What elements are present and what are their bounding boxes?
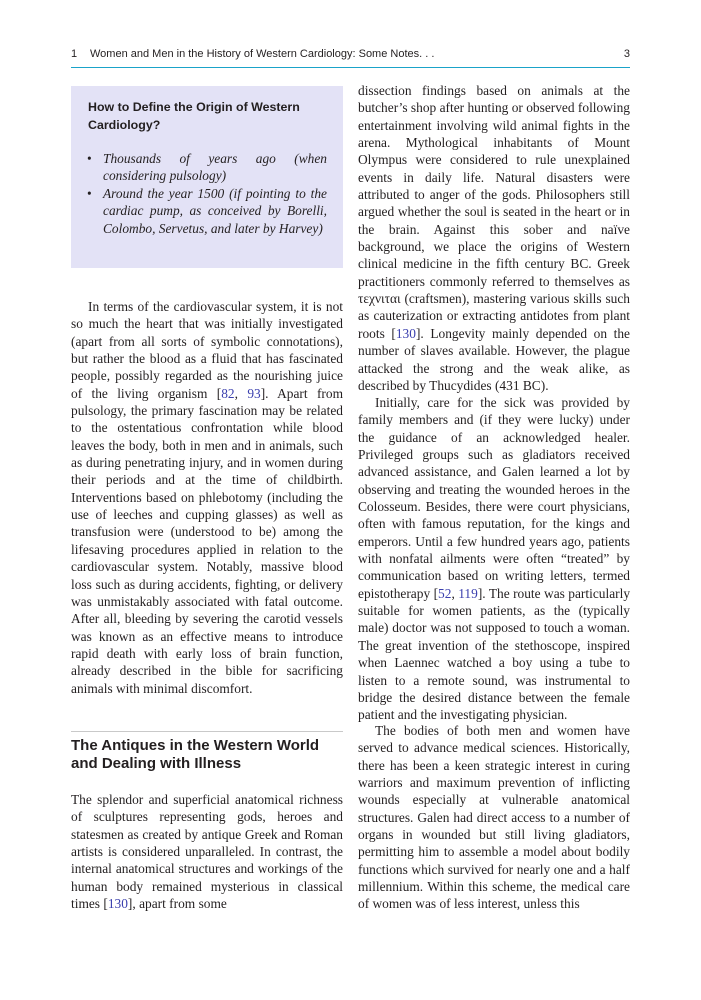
right-paragraph-3: The bodies of both men and women have served to advance medical sciences. Historically, there has been a keen strategic interest in curing warriors and maximum prevention of inflicting wounds especially at vulnerable anatomical structures. Galen had direct access to a number of organs in wounded but still living gladiators, permitting him to assemble a model about bodily functions which survived for nearly one and a half millennium. Within this scheme, the medical care of women was of less interest, unless this [358,723,630,912]
citation-link[interactable]: 130 [395,325,416,341]
text-run: dissection findings based on animals at the butcher’s shop after hunting or observed following entertainment involving wild animal fights in the arena. Mythological inhabitants of Mount Olympus were considered to rule unexplained events in daily life. Natural disasters were attributed to anger of the gods. Philosophers still argued whether the soul is seated in the heart or in the brain. Against this sober and naïve background, we place the origins of Western clinical medicine in the fifth century BC. Greek practitioners commonly referred to themselves as τεχνιται (craftsmen), mastering various skills such as cauterization or extracting antidotes from plant roots [ [358,83,630,341]
text-run: In terms of the cardiovascular system, it is not so much the heart that was initially investigated (apart from all sorts of symbolic connotations), but rather the blood as a fluid that has fascinated people, possibly regarded as the nourishing juice of the living organism [ [71,299,343,401]
callout-box [71,86,343,268]
text-run: , [451,585,459,601]
running-title: Women and Men in the History of Western Cardiology: Some Notes. . . [90,48,435,60]
left-paragraph-2 [71,791,343,912]
page-number: 3 [623,48,630,60]
bullet: • [87,185,92,201]
citation-link[interactable]: 119 [458,585,478,601]
text-run: ]. The route was particularly suitable for women patients, as the (typically male) doctor was not supposed to touch a woman. The great invention of the stethoscope, inspired when Laennec watched a boy using a tube to listen to a remote sound, was instrumental to bridge the desired distance between the female patient and the investigating physician. [358,585,631,723]
text-run: , [234,385,248,401]
list-item [87,185,327,237]
text-run: ]. Apart from pulsology, the primary fascination may be related to the ostentatious confrontation while blood leaves the body, both in men and in animals, such as during penetrating injury, and in women during their periods and at the time of childbirth. Interventions based on phlebotomy (including the use of leeches and cupping glasses) as well as transfusion were (understood to be) among the lifesaving procedures applied in relation to the cardiovascular system. Notably, massive blood loss such as during accidents, fighting, or delivery was unmistakably associated with fatal outcome. After all, bleeding by severing the carotid vessels was known as an effective means to introduce rapid death with early loss of brain function, already described in the bible for sacrificing animals with minimal discomfort. [71,385,343,696]
list-item-text: Around the year 1500 (if pointing to the cardiac pump, as conceived by Borelli, Colombo, Servetus, and later by Harvey) [103,185,327,236]
text-run: ], apart from some [127,896,227,912]
right-paragraph-1 [358,82,630,394]
right-paragraph-2 [358,394,630,724]
section-heading: The Antiques in the Western World and Dealing with Illness [71,737,320,772]
list-item-text: Thousands of years ago (when considering pulsology) [103,151,327,184]
left-paragraph-1 [71,298,343,697]
callout-list [87,150,327,237]
list-item [87,150,327,185]
citation-link[interactable]: 82 [221,385,235,401]
text-run: ]. Longevity mainly depended on the number of slaves available. However, the plague attacked the strong and the weak alike, as described by Thucydides (431 BC). [358,325,630,393]
bullet: • [87,151,92,166]
chapter-number: 1 [71,48,78,60]
text-run: Initially, care for the sick was provided by family members and (if they were lucky) under the guidance of an acknowledged healer. Privileged groups such as gladiators received advanced assistance, and Galen learned a lot by observing and treating the wounded heroes in the Colosseum. Besides, there were court physicians, often with famous reputation, for the kings and emperors. Until a few hundred years ago, patients with nonfatal ailments were often “treated” by communication based on writing letters, termed epistotherapy [ [358,395,630,601]
citation-link[interactable]: 130 [107,896,128,912]
citation-link[interactable]: 52 [438,585,452,601]
text-run: The splendor and superficial anatomical richness of sculptures representing gods, heroes and statesmen as created by antique Greek and Roman artists is considered unparalleled. In contrast, the internal anatomical structures and workings of the human body remained mysterious in classical times [ [71,792,343,912]
running-header [71,48,630,68]
section-rule [71,731,343,732]
callout-title: How to Define the Origin of Western Cardiology? [88,100,300,132]
header-rule [71,67,630,68]
citation-link[interactable]: 93 [247,385,261,401]
